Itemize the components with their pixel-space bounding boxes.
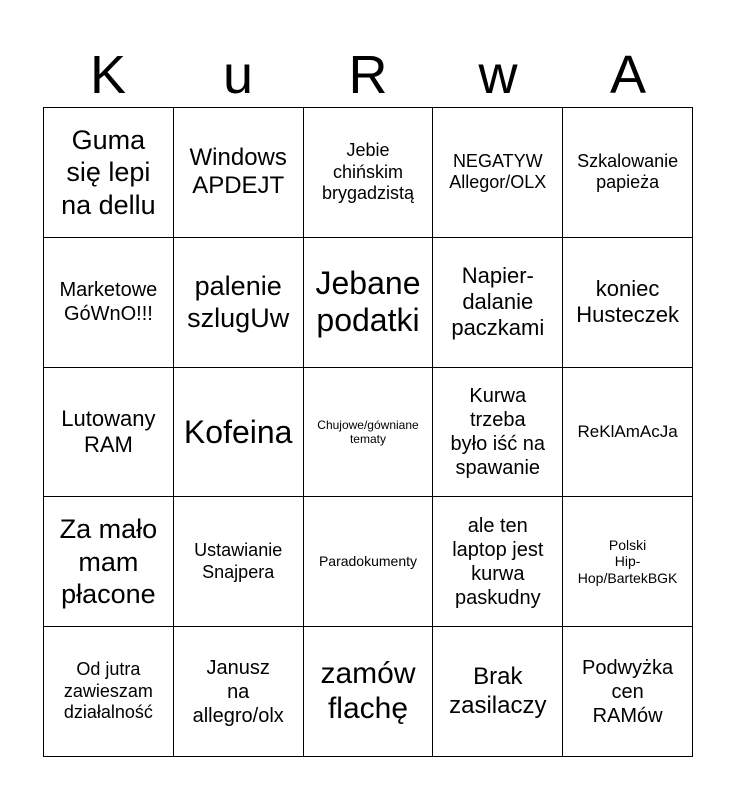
- bingo-cell[interactable]: NEGATYW Allegor/OLX: [433, 108, 563, 238]
- bingo-cell[interactable]: Szkalowanie papieża: [563, 108, 693, 238]
- bingo-grid: [43, 107, 693, 757]
- bingo-cell[interactable]: Polski Hip- Hop/BartekBGK: [563, 497, 693, 627]
- title-letter-k: K: [89, 45, 127, 105]
- bingo-cell[interactable]: Kofeina: [174, 368, 304, 498]
- bingo-title: [43, 42, 693, 108]
- bingo-cell[interactable]: ReKlAmAcJa: [563, 368, 693, 498]
- bingo-cell[interactable]: Podwyżka cen RAMów: [563, 627, 693, 757]
- bingo-cell[interactable]: Za mało mam płacone: [44, 497, 174, 627]
- bingo-cell[interactable]: Brak zasilaczy: [433, 627, 563, 757]
- title-letter-u: u: [222, 45, 254, 105]
- bingo-cell[interactable]: Marketowe GóWnO!!!: [44, 238, 174, 368]
- bingo-cell[interactable]: Od jutra zawieszam działalność: [44, 627, 174, 757]
- bingo-cell[interactable]: Windows APDEJT: [174, 108, 304, 238]
- title-letter-r: R: [348, 45, 388, 105]
- bingo-cell[interactable]: Chujowe/gówniane tematy: [304, 368, 434, 498]
- bingo-cell[interactable]: koniec Husteczek: [563, 238, 693, 368]
- bingo-cell[interactable]: Paradokumenty: [304, 497, 434, 627]
- bingo-cell[interactable]: Lutowany RAM: [44, 368, 174, 498]
- bingo-cell[interactable]: Napier- dalanie paczkami: [433, 238, 563, 368]
- title-letter-a: A: [609, 45, 647, 105]
- bingo-cell[interactable]: zamów flachę: [304, 627, 434, 757]
- bingo-cell[interactable]: Janusz na allegro/olx: [174, 627, 304, 757]
- bingo-cell[interactable]: Ustawianie Snajpera: [174, 497, 304, 627]
- bingo-cell[interactable]: Jebie chińskim brygadzistą: [304, 108, 434, 238]
- bingo-cell[interactable]: Jebane podatki: [304, 238, 434, 368]
- bingo-cell[interactable]: Guma się lepi na dellu: [44, 108, 174, 238]
- title-letter-w: w: [478, 45, 518, 105]
- bingo-cell[interactable]: palenie szlugUw: [174, 238, 304, 368]
- bingo-cell[interactable]: Kurwa trzeba było iść na spawanie: [433, 368, 563, 498]
- bingo-cell[interactable]: ale ten laptop jest kurwa paskudny: [433, 497, 563, 627]
